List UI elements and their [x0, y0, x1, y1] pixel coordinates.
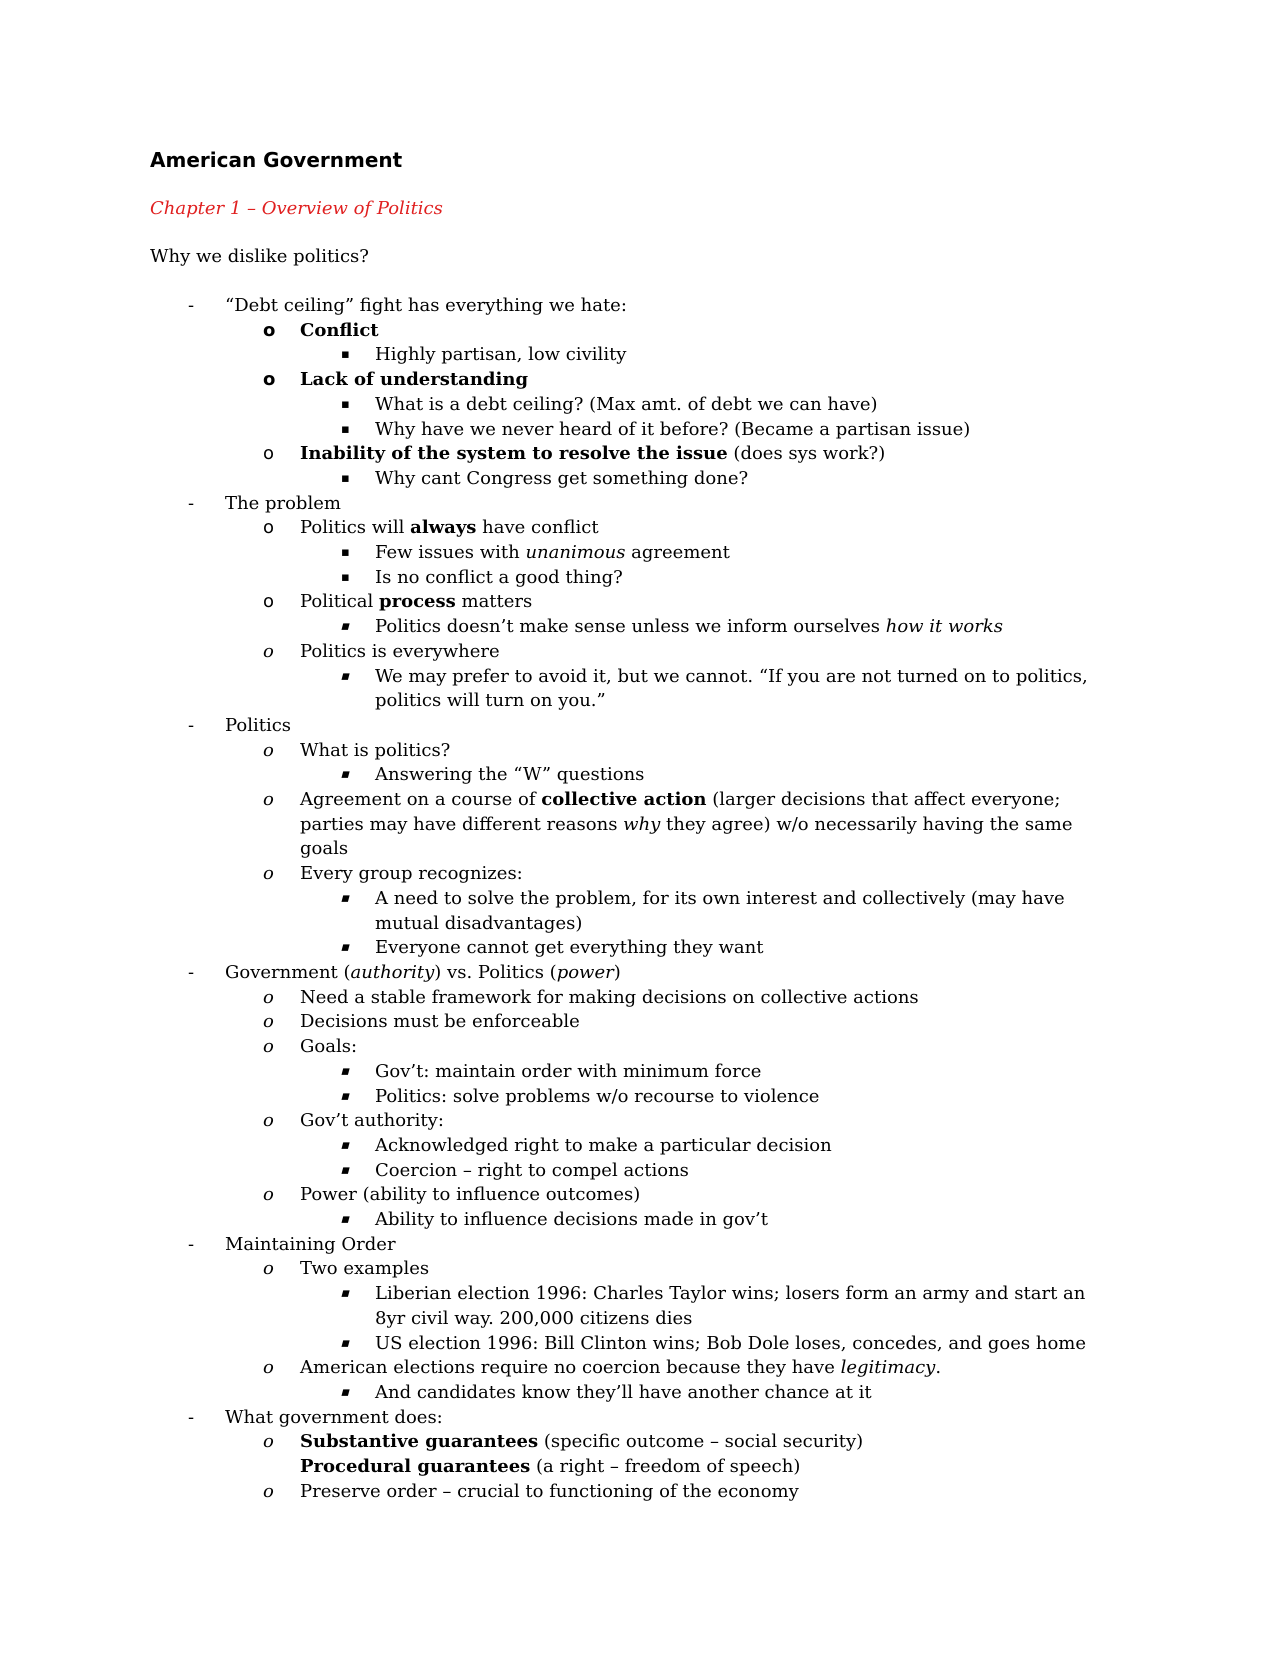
- outline-item-text: [375, 566, 1120, 591]
- outline-item-text: [300, 1430, 1115, 1455]
- outline-item-level-1: [0, 294, 1280, 319]
- text-run: Government (: [225, 961, 351, 983]
- outline-item-level-2: [0, 739, 1280, 764]
- outline-item-text: [375, 1332, 1120, 1357]
- text-run: Highly partisan, low civility: [375, 344, 627, 366]
- italic-text: unanimous: [525, 542, 626, 564]
- outline-item-level-3: [0, 418, 1280, 443]
- square-bullet-icon: [338, 1159, 353, 1184]
- outline-item-text: [375, 343, 1120, 368]
- text-run: (larger decisions that affect everyone; parties may have different reasons: [300, 789, 1061, 835]
- outline-item-level-3: [0, 1159, 1280, 1184]
- outline-item-level-3: [0, 1381, 1280, 1406]
- text-run: Power (ability to influence outcomes): [300, 1184, 641, 1206]
- outline-item-level-3: [0, 467, 1280, 492]
- outline-item-text: [300, 1455, 1115, 1480]
- outline-item-text: [225, 1406, 1105, 1431]
- outline-item-text: [225, 492, 1105, 517]
- outline-item-level-1: [0, 492, 1280, 517]
- circle-bullet-icon: [263, 1010, 274, 1035]
- text-run: American elections require no coercion because they have: [300, 1357, 841, 1379]
- text-run: We may prefer to avoid it, but we cannot. “If you are not turned on to politics, politics will turn on you.”: [375, 665, 1088, 712]
- text-run: Everyone cannot get everything they want: [375, 937, 764, 959]
- text-run: The problem: [225, 492, 341, 514]
- dash-bullet-icon: [188, 714, 194, 739]
- text-run: Every group recognizes:: [300, 863, 523, 885]
- outline-item-level-3: [0, 887, 1280, 936]
- square-bullet-icon: [341, 566, 350, 591]
- square-bullet-icon: [338, 763, 353, 788]
- outline-item-text: [375, 541, 1120, 566]
- outline-item-text: [375, 1060, 1120, 1085]
- circle-bullet-icon: [263, 1430, 274, 1455]
- outline-item-text: [375, 467, 1120, 492]
- square-bullet-icon: [341, 343, 350, 368]
- outline-item-text: [375, 936, 1120, 961]
- outline-item-text: [375, 1381, 1120, 1406]
- text-run: What government does:: [225, 1406, 443, 1428]
- circle-bullet-icon: [263, 1257, 274, 1282]
- outline-item-text: [225, 961, 1105, 986]
- circle-bullet-icon: [263, 590, 274, 615]
- text-run: ): [613, 961, 621, 983]
- outline-item-level-3: [0, 566, 1280, 591]
- text-run: Political: [300, 591, 380, 613]
- outline-item-text: [375, 615, 1120, 640]
- outline-item-level-2: [0, 1356, 1280, 1381]
- text-run: agreement: [625, 542, 730, 564]
- square-bullet-icon: [338, 1332, 353, 1357]
- outline-item-level-3: [0, 763, 1280, 788]
- text-run: Gov’t authority:: [300, 1110, 444, 1132]
- notes-outline: [0, 294, 1280, 1504]
- outline-item-text: [375, 393, 1120, 418]
- italic-text: why: [623, 813, 661, 835]
- text-run: Politics is everywhere: [300, 640, 500, 662]
- outline-item-level-3: [0, 1060, 1280, 1085]
- text-run: ) vs. Politics (: [434, 961, 557, 983]
- text-run: Few issues with: [375, 542, 526, 564]
- text-run: Coercion – right to compel actions: [375, 1159, 689, 1181]
- text-run: they agree) w/o necessarily having the same goals: [300, 813, 1073, 860]
- outline-item-level-2: [0, 319, 1280, 344]
- square-bullet-icon: [338, 936, 353, 961]
- outline-item-text: [300, 1480, 1115, 1505]
- outline-item-level-2: [0, 516, 1280, 541]
- outline-item-level-1: [0, 714, 1280, 739]
- square-bullet-icon: [341, 393, 350, 418]
- outline-item-text: [375, 1208, 1120, 1233]
- outline-item-text: [300, 319, 1115, 344]
- dash-bullet-icon: [188, 1233, 194, 1258]
- text-run: A need to solve the problem, for its own interest and collectively (may have mutual disadvantages): [375, 887, 1065, 934]
- outline-item-text: [300, 442, 1115, 467]
- square-bullet-icon: [338, 887, 353, 912]
- text-run: Acknowledged right to make a particular decision: [375, 1134, 832, 1156]
- circle-bullet-icon: [263, 640, 274, 665]
- text-run: Politics will: [300, 517, 411, 539]
- outline-item-text: [300, 1356, 1115, 1381]
- dash-bullet-icon: [188, 294, 194, 319]
- outline-item-text: [375, 1282, 1120, 1331]
- dash-bullet-icon: [188, 961, 194, 986]
- outline-item-level-2: [0, 1010, 1280, 1035]
- dash-bullet-icon: [188, 492, 194, 517]
- document-title: American Government: [150, 148, 403, 172]
- square-bullet-icon: [338, 615, 353, 640]
- square-bullet-icon: [341, 541, 350, 566]
- outline-item-level-3: [0, 1332, 1280, 1357]
- text-run: And candidates know they’ll have another chance at it: [375, 1381, 872, 1403]
- text-run: Decisions must be enforceable: [300, 1011, 580, 1033]
- text-run: US election 1996: Bill Clinton wins; Bob Dole loses, concedes, and goes home: [375, 1332, 1087, 1354]
- text-run: Two examples: [300, 1258, 430, 1280]
- circle-bullet-icon: [263, 1035, 274, 1060]
- text-run: Liberian election 1996: Charles Taylor wins; losers form an army and start an 8yr civil way. 200,000 citizens dies: [375, 1283, 1086, 1329]
- text-run: Ability to influence decisions made in gov’t: [375, 1209, 769, 1231]
- outline-item-text: [300, 862, 1115, 887]
- outline-item-level-2: [0, 788, 1280, 862]
- text-run: (a right – freedom of speech): [530, 1456, 801, 1478]
- outline-item-text: [300, 1035, 1115, 1060]
- outline-item-level-2: [0, 862, 1280, 887]
- outline-item-level-1: [0, 1233, 1280, 1258]
- outline-item-level-2: [0, 1183, 1280, 1208]
- circle-bullet-icon: [263, 442, 274, 467]
- chapter-heading: Chapter 1 – Overview of Politics: [150, 198, 443, 219]
- text-run: Politics doesn’t make sense unless we inform ourselves: [375, 616, 886, 638]
- outline-item-text: [300, 590, 1115, 615]
- square-bullet-icon: [341, 467, 350, 492]
- outline-item-level-2: [0, 640, 1280, 665]
- outline-item-level-3: [0, 541, 1280, 566]
- outline-item-text: [300, 739, 1115, 764]
- dash-bullet-icon: [188, 1406, 194, 1431]
- text-run: .: [935, 1357, 942, 1379]
- bold-text: Procedural guarantees: [300, 1456, 531, 1478]
- text-run: Goals:: [300, 1036, 358, 1058]
- outline-item-level-3: [0, 1282, 1280, 1331]
- text-run: Maintaining Order: [225, 1233, 396, 1255]
- outline-item-text: [225, 1233, 1105, 1258]
- intro-question: Why we dislike politics?: [150, 246, 369, 267]
- outline-item-text: [375, 665, 1120, 714]
- text-run: Answering the “W” questions: [375, 764, 645, 786]
- outline-item-text: [300, 1183, 1115, 1208]
- text-run: Gov’t: maintain order with minimum force: [375, 1060, 762, 1082]
- bold-text: Lack of understanding: [300, 369, 529, 391]
- outline-item-level-2: [0, 368, 1280, 393]
- outline-item-text: [300, 516, 1115, 541]
- outline-item-level-3: [0, 665, 1280, 714]
- text-run: have conflict: [476, 517, 599, 539]
- outline-item-level-3: [0, 1134, 1280, 1159]
- bold-text: Conflict: [300, 319, 379, 341]
- text-run: Politics: solve problems w/o recourse to violence: [375, 1085, 820, 1107]
- outline-item-text: [300, 640, 1115, 665]
- outline-item-level-3: [0, 1208, 1280, 1233]
- circle-bullet-icon: [263, 862, 274, 887]
- outline-item-text: [375, 887, 1120, 936]
- outline-item-text: [300, 986, 1115, 1011]
- outline-item-level-3: [0, 615, 1280, 640]
- italic-text: power: [556, 961, 614, 983]
- text-run: Preserve order – crucial to functioning of the economy: [300, 1480, 799, 1502]
- outline-item-level-2: [0, 442, 1280, 467]
- outline-item-text: [225, 294, 1105, 319]
- square-bullet-icon: [338, 1085, 353, 1110]
- outline-item-level-3: [0, 393, 1280, 418]
- bold-text: Inability of the system to resolve the issue: [300, 443, 728, 465]
- bold-text: Substantive guarantees: [300, 1431, 539, 1453]
- text-run: (specific outcome – social security): [538, 1431, 864, 1453]
- circle-bullet-icon: [263, 739, 274, 764]
- circle-bullet-icon: [263, 986, 274, 1011]
- outline-item-text: [300, 1109, 1115, 1134]
- circle-bullet-icon: [263, 788, 274, 813]
- outline-item-level-3: [0, 343, 1280, 368]
- square-bullet-icon: [338, 1060, 353, 1085]
- italic-text: legitimacy: [840, 1357, 936, 1379]
- text-run: matters: [455, 591, 533, 613]
- text-run: “Debt ceiling” fight has everything we hate:: [225, 295, 627, 316]
- outline-item-level-2: [0, 1257, 1280, 1282]
- circle-bullet-icon: [263, 368, 275, 393]
- outline-item-level-2: [0, 1109, 1280, 1134]
- square-bullet-icon: [338, 1282, 353, 1307]
- outline-item-text: [300, 368, 1115, 393]
- text-run: Politics: [225, 714, 292, 736]
- circle-bullet-icon: [263, 516, 274, 541]
- outline-item-level-2: [0, 1430, 1280, 1455]
- text-run: Why cant Congress get something done?: [375, 467, 749, 489]
- circle-bullet-icon: [263, 319, 275, 344]
- square-bullet-icon: [341, 418, 350, 443]
- outline-item-level-3: [0, 936, 1280, 961]
- text-run: Need a stable framework for making decisions on collective actions: [300, 986, 919, 1008]
- outline-item-text: [375, 1134, 1120, 1159]
- outline-item-level-2: [0, 1035, 1280, 1060]
- outline-item-text: [375, 418, 1120, 443]
- bold-text: always: [410, 517, 477, 539]
- outline-item-level-2: [0, 986, 1280, 1011]
- outline-item-text: [300, 1257, 1115, 1282]
- outline-item-text: [300, 788, 1115, 862]
- outline-item-text: [375, 1085, 1120, 1110]
- outline-item-text: [300, 1010, 1115, 1035]
- italic-text: how it works: [885, 616, 1003, 638]
- outline-item-text: [375, 763, 1120, 788]
- square-bullet-icon: [338, 665, 353, 690]
- bold-text: collective action: [541, 789, 707, 811]
- outline-item-text: [225, 714, 1105, 739]
- bold-text: process: [379, 591, 456, 613]
- outline-item-text: [375, 1159, 1120, 1184]
- circle-bullet-icon: [263, 1109, 274, 1134]
- circle-bullet-icon: [263, 1183, 274, 1208]
- outline-item-level-2: [0, 1455, 1280, 1480]
- italic-text: authority: [350, 961, 435, 983]
- outline-item-level-1: [0, 1406, 1280, 1431]
- text-run: Why have we never heard of it before? (Became a partisan issue): [375, 418, 971, 440]
- text-run: What is a debt ceiling? (Max amt. of debt we can have): [375, 393, 878, 415]
- circle-bullet-icon: [263, 1480, 274, 1505]
- square-bullet-icon: [338, 1381, 353, 1406]
- outline-item-level-2: [0, 1480, 1280, 1505]
- text-run: Agreement on a course of: [300, 789, 542, 811]
- square-bullet-icon: [338, 1208, 353, 1233]
- text-run: What is politics?: [300, 739, 451, 761]
- text-run: (does sys work?): [727, 443, 886, 465]
- outline-item-level-2: [0, 590, 1280, 615]
- square-bullet-icon: [338, 1134, 353, 1159]
- circle-bullet-icon: [263, 1356, 274, 1381]
- outline-item-level-1: [0, 961, 1280, 986]
- text-run: Is no conflict a good thing?: [375, 566, 623, 588]
- outline-item-level-3: [0, 1085, 1280, 1110]
